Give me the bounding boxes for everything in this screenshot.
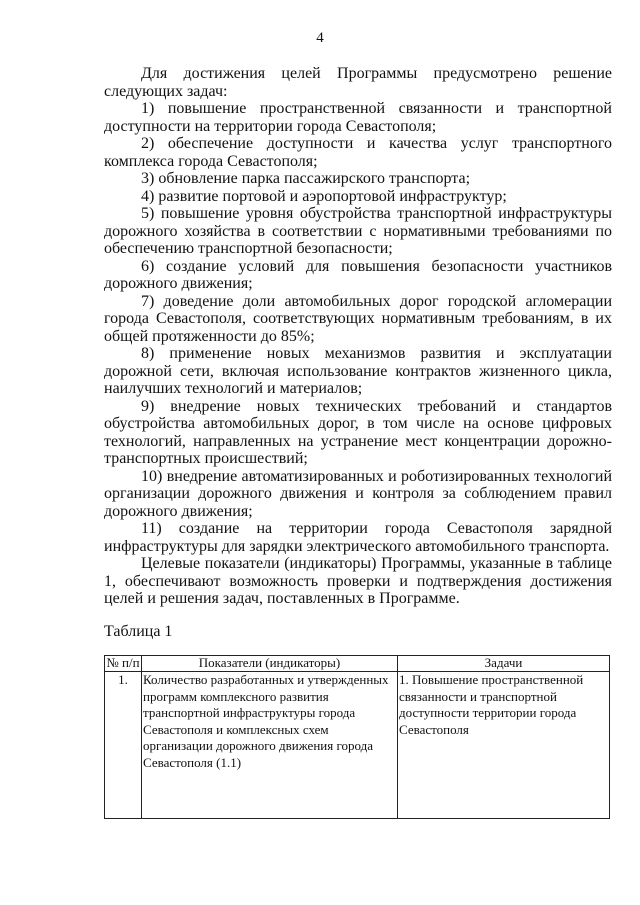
task-item-5: 5) повышение уровня обустройства транспортной инфраструктуры дорожного хозяйства в соответствии с нормативными требованиями по обеспечению транспортной безопасности; [104,205,612,257]
indicators-table [104,655,610,819]
table-header-row [105,656,610,672]
task-item-4: 4) развитие портовой и аэропортовой инфраструктур; [141,187,507,205]
cell-task: 1. Повышение пространственной связанности и транспортной доступности территории города Севастополя [398,672,610,819]
paragraph-indicators: Целевые показатели (индикаторы) Программы, указанные в таблице 1, обеспечивают возможность проверки и подтверждения достижения целей и решения задач, поставленных в Программе. [104,555,612,607]
task-item-3: 3) обновление парка пассажирского транспорта; [141,170,471,187]
table-title: Таблица 1 [104,623,173,640]
body-text [104,65,612,608]
table-row [105,672,610,819]
header-number: № п/п [106,655,140,670]
header-tasks: Задачи [398,656,610,672]
task-item-2: 2) обеспечение доступности и качества услуг транспортного комплекса города Севастополя; [104,135,612,170]
task-item-7: 7) доведение доли автомобильных дорог городской агломерации города Севастополя, соответствующих нормативным требованиям, в их общей протяженности до 85%; [104,292,612,345]
task-item-6: 6) создание условий для повышения безопасности участников дорожного движения; [104,257,612,292]
paragraph-intro: Для достижения целей Программы предусмотрено решение следующих задач: [104,65,612,100]
task-item-1: 1) повышение пространственной связанности и транспортной доступности на территории города Севастополя; [104,100,612,135]
page-number: 4 [316,30,324,46]
task-item-11: 11) создание на территории города Севастополя зарядной инфраструктуры для зарядки электрического автомобильного транспорта. [104,520,612,555]
cell-number: 1. [105,672,142,819]
task-item-8: 8) применение новых механизмов развития и эксплуатации дорожной сети, включая использование контрактов жизненного цикла, наилучших технологий и материалов; [104,345,612,397]
task-item-10: 10) внедрение автоматизированных и роботизированных технологий организации дорожного движения и контроля за соблюдением правил дорожного движения; [104,467,612,520]
cell-indicator: Количество разработанных и утвержденных программ комплексного развития транспортной инфраструктуры города Севастополя и комплексных схем организации дорожного движения города Севастополя (1.1) [142,672,398,819]
task-item-9: 9) внедрение новых технических требований и стандартов обустройства автомобильных дорог, в том числе на основе цифровых технологий, направленных на устранение мест концентрации дорожно-транспортных происшествий; [104,397,612,467]
header-indicators: Показатели (индикаторы) [142,656,398,672]
